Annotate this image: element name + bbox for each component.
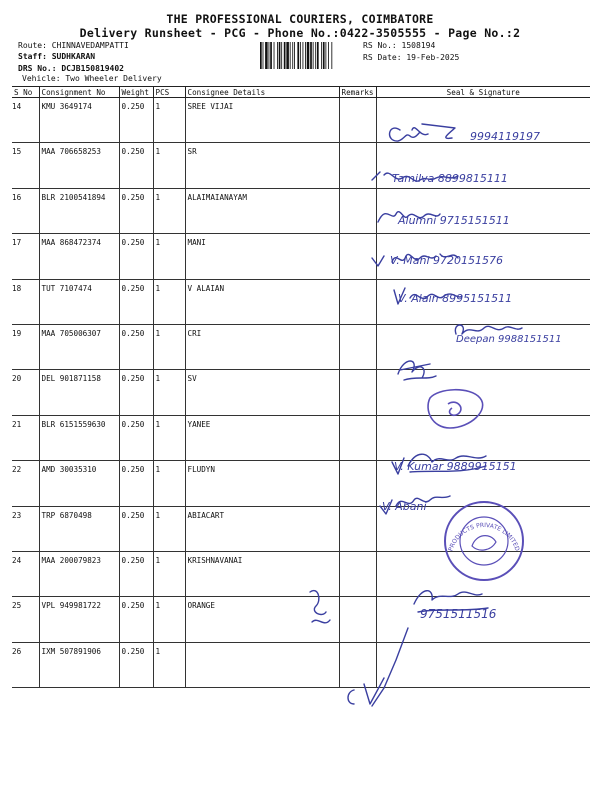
cell-pcs: 1 xyxy=(153,143,185,188)
table-body xyxy=(12,98,590,688)
handwriting-row-14: 9994119197 xyxy=(470,130,540,143)
cell-consignment-no: KMU 3649174 xyxy=(39,98,119,143)
cell-consignee: FLUDYN xyxy=(185,461,339,506)
cell-consignment-no: BLR 6151559630 xyxy=(39,415,119,460)
runsheet-subtitle: Delivery Runsheet - PCG - Phone No.:0422-3505555 - Page No.:2 xyxy=(79,26,521,40)
cell-pcs: 1 xyxy=(153,234,185,279)
cell-seal-signature xyxy=(376,551,590,596)
cell-weight: 0.250 xyxy=(119,370,153,415)
table-row xyxy=(12,642,590,687)
cell-consignee: SR xyxy=(185,143,339,188)
cell-consignment-no: TRP 6870498 xyxy=(39,506,119,551)
cell-consignee: ORANGE xyxy=(185,597,339,642)
cell-pcs: 1 xyxy=(153,415,185,460)
col-sno: S No xyxy=(12,87,39,98)
cell-sno: 24 xyxy=(12,551,39,596)
handwriting-row-15: Tamilva 8899815111 xyxy=(392,172,508,185)
cell-consignment-no: VPL 949981722 xyxy=(39,597,119,642)
col-consignment: Consignment No xyxy=(39,87,119,98)
cell-seal-signature xyxy=(376,324,590,369)
staff-value: SUDHKARAN xyxy=(51,52,96,61)
cell-seal-signature xyxy=(376,642,590,687)
route-value: CHINNAVEDAMPATTI xyxy=(51,41,129,50)
staff-line xyxy=(18,52,95,61)
cell-pcs: 1 xyxy=(153,597,185,642)
cell-sno: 14 xyxy=(12,98,39,143)
cell-remarks xyxy=(339,98,376,143)
cell-sno: 20 xyxy=(12,370,39,415)
cell-sno: 25 xyxy=(12,597,39,642)
cell-seal-signature xyxy=(376,98,590,143)
table-row xyxy=(12,234,590,279)
cell-weight: 0.250 xyxy=(119,461,153,506)
cell-pcs: 1 xyxy=(153,98,185,143)
cell-sno: 21 xyxy=(12,415,39,460)
cell-consignment-no: MAA 705006307 xyxy=(39,324,119,369)
cell-consignment-no: MAA 706658253 xyxy=(39,143,119,188)
table-row xyxy=(12,597,590,642)
drs-value: DCJB150819402 xyxy=(61,64,124,73)
handwriting-row-19: Deepan 9988151511 xyxy=(456,334,562,345)
cell-pcs: 1 xyxy=(153,324,185,369)
cell-sno: 26 xyxy=(12,642,39,687)
rs-date-value: 19-Feb-2025 xyxy=(406,53,460,62)
cell-consignment-no: BLR 2100541894 xyxy=(39,188,119,233)
table-row xyxy=(12,188,590,233)
handwriting-row-23: V. Abani xyxy=(382,500,427,513)
cell-consignee: CRI xyxy=(185,324,339,369)
route-line xyxy=(18,41,129,50)
cell-seal-signature xyxy=(376,234,590,279)
cell-remarks xyxy=(339,461,376,506)
cell-remarks xyxy=(339,279,376,324)
cell-weight: 0.250 xyxy=(119,551,153,596)
drs-label: DRS No.: xyxy=(18,64,57,73)
barcode xyxy=(258,42,358,69)
cell-pcs: 1 xyxy=(153,461,185,506)
seal-text: PRODUCTS PRIVATE LIMITED xyxy=(447,522,521,553)
rs-no-label: RS No.: xyxy=(363,41,397,50)
cell-sno: 22 xyxy=(12,461,39,506)
table-row xyxy=(12,551,590,596)
vehicle-value: Two Wheeler Delivery xyxy=(65,74,162,83)
rs-no-value: 1508194 xyxy=(401,41,436,50)
cell-weight: 0.250 xyxy=(119,324,153,369)
cell-sno: 19 xyxy=(12,324,39,369)
cell-pcs: 1 xyxy=(153,279,185,324)
cell-sno: 17 xyxy=(12,234,39,279)
table-row xyxy=(12,461,590,506)
cell-consignee xyxy=(185,642,339,687)
cell-seal-signature xyxy=(376,188,590,233)
cell-sno: 16 xyxy=(12,188,39,233)
cell-consignee: KRISHNAVANAI xyxy=(185,551,339,596)
cell-pcs: 1 xyxy=(153,506,185,551)
col-consignee: Consignee Details xyxy=(185,87,339,98)
handwriting-row-18: V. Alain 8995151511 xyxy=(398,292,513,305)
col-seal-signature: Seal & Signature xyxy=(376,87,590,98)
cell-consignment-no: IXM 507891906 xyxy=(39,642,119,687)
rs-date-label: RS Date: xyxy=(363,53,402,62)
cell-consignment-no: MAA 200079823 xyxy=(39,551,119,596)
table-row xyxy=(12,506,590,551)
cell-consignee: SREE VIJAI xyxy=(185,98,339,143)
cell-consignment-no: AMD 30035310 xyxy=(39,461,119,506)
drs-line xyxy=(18,64,124,73)
col-pcs: PCS xyxy=(153,87,185,98)
route-label: Route: xyxy=(18,41,47,50)
cell-weight: 0.250 xyxy=(119,506,153,551)
cell-remarks xyxy=(339,188,376,233)
handwriting-row-17: V. Mani 9720151576 xyxy=(390,254,503,267)
cell-consignee: ALAIMAIANAYAM xyxy=(185,188,339,233)
cell-seal-signature xyxy=(376,506,590,551)
cell-weight: 0.250 xyxy=(119,597,153,642)
cell-consignee: YANEE xyxy=(185,415,339,460)
cell-weight: 0.250 xyxy=(119,188,153,233)
cell-seal-signature xyxy=(376,415,590,460)
cell-weight: 0.250 xyxy=(119,234,153,279)
col-weight: Weight xyxy=(119,87,153,98)
cell-seal-signature xyxy=(376,461,590,506)
cell-consignment-no: DEL 901871158 xyxy=(39,370,119,415)
rs-no-line xyxy=(363,41,435,50)
table-row xyxy=(12,370,590,415)
cell-pcs: 1 xyxy=(153,642,185,687)
cell-weight: 0.250 xyxy=(119,642,153,687)
cell-weight: 0.250 xyxy=(119,415,153,460)
cell-seal-signature xyxy=(376,597,590,642)
cell-weight: 0.250 xyxy=(119,279,153,324)
handwriting-row-16: Alumni 9715151511 xyxy=(398,214,510,227)
cell-consignee: MANI xyxy=(185,234,339,279)
cell-consignment-no: TUT 7107474 xyxy=(39,279,119,324)
cell-remarks xyxy=(339,234,376,279)
cell-consignment-no: MAA 868472374 xyxy=(39,234,119,279)
cell-remarks xyxy=(339,551,376,596)
cell-remarks xyxy=(339,597,376,642)
cell-sno: 18 xyxy=(12,279,39,324)
cell-consignee: SV xyxy=(185,370,339,415)
company-title: THE PROFESSIONAL COURIERS, COIMBATORE xyxy=(166,12,434,26)
cell-remarks xyxy=(339,415,376,460)
handwriting-row-26: 9751511516 xyxy=(420,607,497,621)
table-row xyxy=(12,415,590,460)
rs-date-line xyxy=(363,53,459,62)
table-row xyxy=(12,143,590,188)
cell-sno: 15 xyxy=(12,143,39,188)
table-row xyxy=(12,324,590,369)
cell-weight: 0.250 xyxy=(119,98,153,143)
cell-consignee: V ALAIAN xyxy=(185,279,339,324)
cell-remarks xyxy=(339,370,376,415)
staff-label: Staff: xyxy=(18,52,47,61)
cell-sno: 23 xyxy=(12,506,39,551)
vehicle-label: Vehicle: xyxy=(22,74,61,83)
cell-pcs: 1 xyxy=(153,370,185,415)
cell-seal-signature xyxy=(376,279,590,324)
table-row xyxy=(12,279,590,324)
cell-remarks xyxy=(339,506,376,551)
cell-pcs: 1 xyxy=(153,551,185,596)
cell-consignee: ABIACART xyxy=(185,506,339,551)
cell-seal-signature xyxy=(376,370,590,415)
table-header xyxy=(12,87,590,98)
handwriting-row-22: V. Kumar 9889915151 xyxy=(394,460,517,473)
cell-remarks xyxy=(339,324,376,369)
col-remarks: Remarks xyxy=(339,87,376,98)
cell-seal-signature xyxy=(376,143,590,188)
vehicle-line xyxy=(22,74,162,83)
cell-remarks xyxy=(339,143,376,188)
runsheet-table xyxy=(12,86,590,688)
cell-pcs: 1 xyxy=(153,188,185,233)
cell-remarks xyxy=(339,642,376,687)
table-row xyxy=(12,98,590,143)
cell-weight: 0.250 xyxy=(119,143,153,188)
